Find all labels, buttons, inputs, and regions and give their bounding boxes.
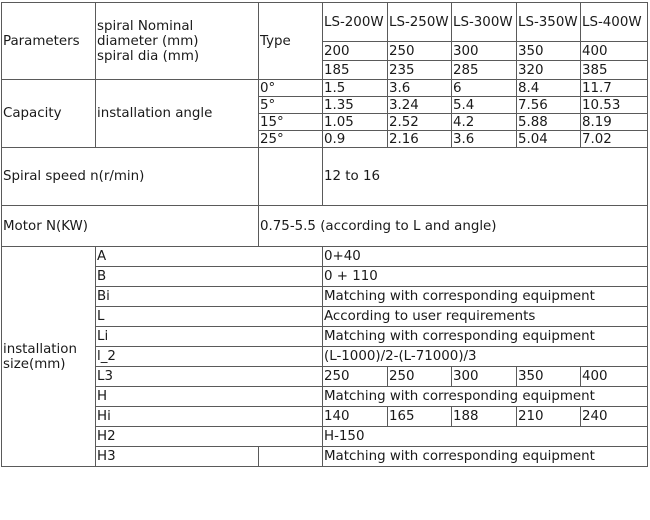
installation-key: L: [96, 307, 323, 327]
type-header: Type: [259, 3, 323, 80]
spiral-speed-value: 12 to 16: [323, 148, 648, 206]
spiral-header-line-2: diameter (mm): [97, 33, 199, 49]
capacity-cell: 5.4: [452, 97, 517, 114]
installation-value: 210: [517, 407, 581, 427]
installation-value: 0+40: [323, 247, 648, 267]
installation-row: [2, 327, 648, 347]
capacity-cell: 6: [452, 80, 517, 97]
capacity-cell: 10.53: [581, 97, 648, 114]
installation-value: 240: [581, 407, 648, 427]
installation-row: [2, 247, 648, 267]
nominal-diameter-cell: 350: [517, 42, 581, 61]
installation-value: Matching with corresponding equipment: [323, 447, 648, 467]
spiral-dia-cell: 385: [581, 61, 648, 80]
installation-value: 250: [323, 367, 388, 387]
header-row: [2, 3, 648, 42]
spiral-header-line-1: spiral Nominal: [97, 18, 194, 34]
installation-value: 188: [452, 407, 517, 427]
installation-key: H3: [96, 447, 259, 467]
spiral-dia-cell: 235: [388, 61, 452, 80]
model-header: LS-300W: [452, 3, 517, 42]
installation-key: L3: [96, 367, 323, 387]
installation-value: 250: [388, 367, 452, 387]
installation-row: [2, 267, 648, 287]
capacity-row: [2, 80, 648, 97]
installation-value: 165: [388, 407, 452, 427]
motor-label: Motor N(KW): [2, 206, 259, 247]
installation-value: 0 + 110: [323, 267, 648, 287]
spiral-speed-label: Spiral speed n(r/min): [2, 148, 259, 206]
angle-cell: 25°: [259, 131, 323, 148]
capacity-cell: 7.02: [581, 131, 648, 148]
nominal-diameter-cell: 300: [452, 42, 517, 61]
spiral-dia-cell: 185: [323, 61, 388, 80]
installation-row: [2, 347, 648, 367]
installation-value: 400: [581, 367, 648, 387]
installation-value: According to user requirements: [323, 307, 648, 327]
capacity-cell: 2.52: [388, 114, 452, 131]
installation-row: [2, 427, 648, 447]
spiral-diameter-header: [96, 3, 259, 80]
capacity-label: Capacity: [2, 80, 96, 148]
capacity-cell: 5.88: [517, 114, 581, 131]
installation-row: [2, 287, 648, 307]
installation-key: l_2: [96, 347, 323, 367]
nominal-diameter-cell: 250: [388, 42, 452, 61]
installation-key: Hi: [96, 407, 323, 427]
capacity-cell: 3.6: [388, 80, 452, 97]
motor-row: [2, 206, 648, 247]
installation-value: 140: [323, 407, 388, 427]
angle-cell: 0°: [259, 80, 323, 97]
nominal-diameter-cell: 400: [581, 42, 648, 61]
parameters-header: Parameters: [2, 3, 96, 80]
angle-cell: 15°: [259, 114, 323, 131]
spiral-dia-cell: 285: [452, 61, 517, 80]
installation-key: Li: [96, 327, 323, 347]
spec-table: [1, 2, 648, 467]
nominal-diameter-cell: 200: [323, 42, 388, 61]
angle-cell: 5°: [259, 97, 323, 114]
installation-value: 300: [452, 367, 517, 387]
spiral-speed-type-cell: [259, 148, 323, 206]
installation-value: Matching with corresponding equipment: [323, 387, 648, 407]
capacity-cell: 3.24: [388, 97, 452, 114]
installation-key: H: [96, 387, 323, 407]
spiral-header-line-3: spiral dia (mm): [97, 48, 200, 64]
capacity-cell: 3.6: [452, 131, 517, 148]
capacity-cell: 8.4: [517, 80, 581, 97]
installation-row: [2, 407, 648, 427]
motor-value: 0.75-5.5 (according to L and angle): [259, 206, 648, 247]
capacity-cell: 4.2: [452, 114, 517, 131]
capacity-cell: 1.05: [323, 114, 388, 131]
installation-value: Matching with corresponding equipment: [323, 327, 648, 347]
installation-value: H-150: [323, 427, 648, 447]
installation-row: [2, 367, 648, 387]
installation-key: B: [96, 267, 323, 287]
model-header: LS-400W: [581, 3, 648, 42]
installation-row: [2, 387, 648, 407]
installation-row: [2, 307, 648, 327]
installation-key-blank: [259, 447, 323, 467]
installation-value: 350: [517, 367, 581, 387]
installation-row: [2, 447, 648, 467]
capacity-cell: 11.7: [581, 80, 648, 97]
installation-value: Matching with corresponding equipment: [323, 287, 648, 307]
installation-size-label: [2, 247, 96, 467]
capacity-cell: 1.35: [323, 97, 388, 114]
installation-label-line-2: size(mm): [3, 356, 66, 372]
model-header: LS-350W: [517, 3, 581, 42]
installation-label-line-1: installation: [3, 341, 77, 357]
spiral-dia-cell: 320: [517, 61, 581, 80]
installation-value: (L-1000)/2-(L-71000)/3: [323, 347, 648, 367]
capacity-cell: 7.56: [517, 97, 581, 114]
installation-angle-label: installation angle: [96, 80, 259, 148]
installation-key: H2: [96, 427, 323, 447]
installation-key: A: [96, 247, 323, 267]
capacity-cell: 5.04: [517, 131, 581, 148]
capacity-cell: 8.19: [581, 114, 648, 131]
capacity-cell: 0.9: [323, 131, 388, 148]
capacity-cell: 2.16: [388, 131, 452, 148]
model-header: LS-200W: [323, 3, 388, 42]
spiral-speed-row: [2, 148, 648, 206]
installation-key: Bi: [96, 287, 323, 307]
model-header: LS-250W: [388, 3, 452, 42]
capacity-cell: 1.5: [323, 80, 388, 97]
